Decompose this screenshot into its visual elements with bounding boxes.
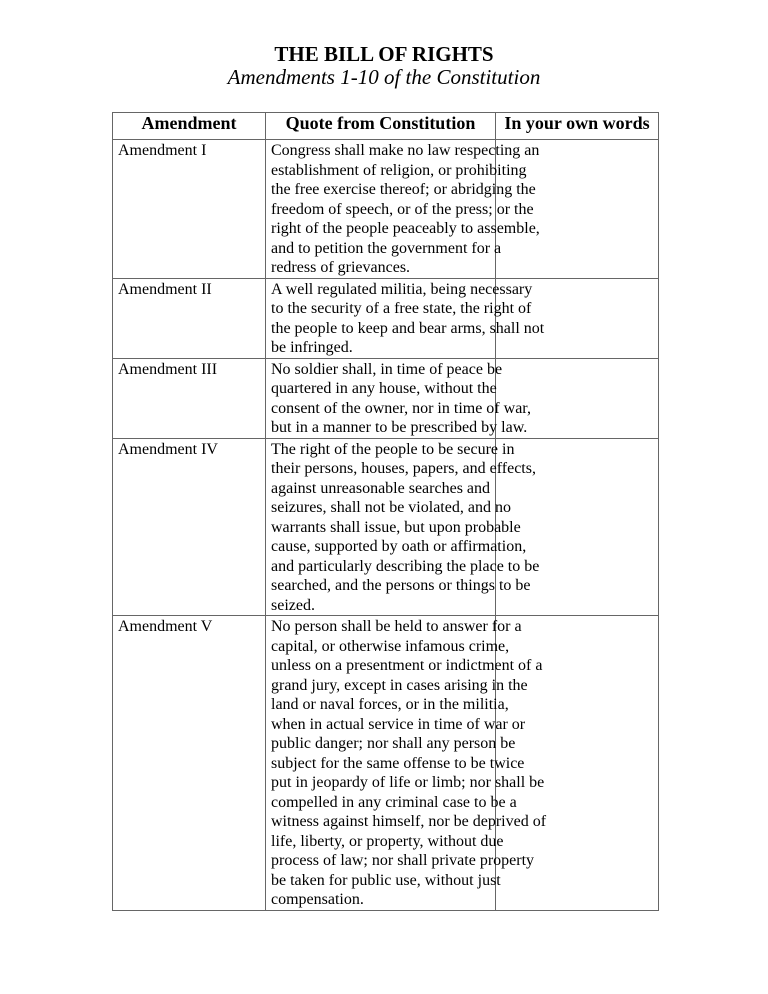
quote-line: consent of the owner, nor in time of war, [271,399,531,417]
quote-line: compensation. [271,891,364,908]
quote-line: capital, or otherwise infamous crime, [271,637,510,655]
quote-cell [266,438,540,616]
quote-cell [266,616,547,911]
quote-cell [266,278,545,358]
header-quote: Quote from Constitution [266,113,496,140]
quote-line: seizures, shall not be violated, and no [271,499,511,516]
quote-cell [266,358,531,438]
quote-line: subject for the same offense to be twice [271,754,525,772]
quote-line: No soldier shall, in time of peace be [271,360,503,378]
amendment-cell: Amendment I [113,140,266,279]
amendment-cell: Amendment II [113,278,266,358]
quote-line: Congress shall make no law respecting an [271,142,540,159]
quote-line: when in actual service in time of war or [271,715,526,733]
quote-line: witness against himself, nor be deprived of [271,813,547,830]
quote-line: quartered in any house, without the [271,380,497,397]
quote-line: the people to keep and bear arms, shall not [271,319,545,337]
quote-line: and to petition the government for a [271,239,502,257]
table-row [113,140,659,279]
amendment-cell: Amendment IV [113,438,266,616]
quote-line: but in a manner to be prescribed by law. [271,419,528,436]
quote-line: life, liberty, or property, without due [271,832,504,850]
header-amendment: Amendment [113,113,266,140]
quote-line: their persons, houses, papers, and effects, [271,460,536,477]
amendment-cell: Amendment III [113,358,266,438]
quote-line: establishment of religion, or prohibiting [271,161,527,179]
table-row [113,438,659,616]
quote-line: grand jury, except in cases arising in the [271,676,528,694]
quote-line: compelled in any criminal case to be a [271,793,517,811]
table-header-row [113,113,659,140]
quote-cell [266,140,540,279]
quote-line: against unreasonable searches and [271,479,491,497]
quote-line: seized. [271,596,315,614]
quote-line: redress of grievances. [271,259,411,276]
quote-line: No person shall be held to answer for a [271,618,522,635]
header-own-words: In your own words [496,113,659,140]
quote-line: and particularly describing the place to be [271,557,540,575]
quote-line: The right of the people to be secure in [271,440,515,458]
quote-line: unless on a presentment or indictment of a [271,657,543,674]
quote-line: freedom of speech, or of the press; or the [271,200,534,218]
amendments-table [112,112,659,911]
document-subtitle: Amendments 1-10 of the Constitution [227,65,541,89]
quote-line: be taken for public use, without just [271,871,501,889]
quote-line: A well regulated militia, being necessary [271,280,533,298]
document-title: THE BILL OF RIGHTS [274,42,494,66]
quote-line: searched, and the persons or things to be [271,577,531,594]
quote-line: right of the people peaceably to assemble, [271,220,540,237]
quote-line: land or naval forces, or in the militia, [271,696,509,713]
quote-line: be infringed. [271,339,353,356]
table-row [113,358,659,438]
quote-line: put in jeopardy of life or limb; nor shall be [271,774,545,791]
quote-line: process of law; nor shall private property [271,852,535,869]
quote-line: warrants shall issue, but upon probable [271,518,521,536]
quote-line: the free exercise thereof; or abridging the [271,181,536,198]
quote-line: to the security of a free state, the right of [271,300,532,317]
table-row [113,278,659,358]
table-row [113,616,659,911]
quote-line: public danger; nor shall any person be [271,735,516,752]
amendment-cell: Amendment V [113,616,266,911]
quote-line: cause, supported by oath or affirmation, [271,538,527,555]
